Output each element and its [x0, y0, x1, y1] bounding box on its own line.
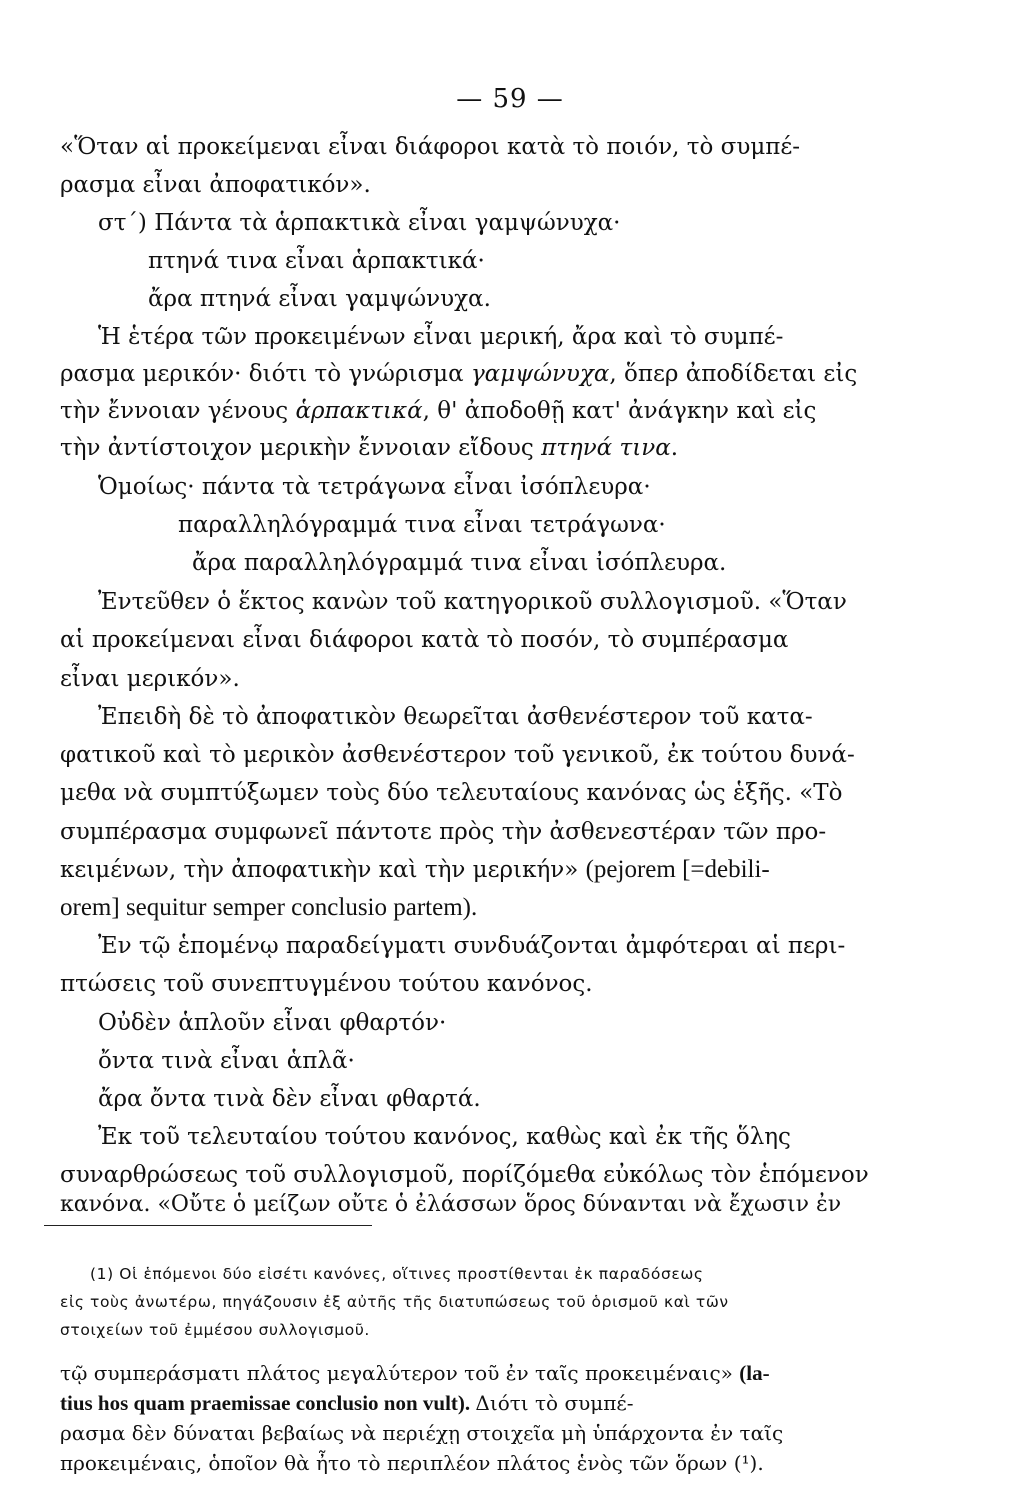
latin-text: (pejorem [=debili-: [585, 856, 770, 883]
latin-text: (la-: [739, 1361, 770, 1385]
italic-term: ἁρπακτικά: [295, 398, 423, 424]
text-line: πτώσεις τοῦ συνεπτυγμένου τούτου κανόνος.: [60, 971, 593, 997]
text-run: τὴν ἔννοιαν γένους: [60, 398, 296, 424]
text-line: Ὁμοίως· πάντα τὰ τετράγωνα εἶναι ἰσόπλευρα·: [98, 474, 651, 500]
text-line: Ἐπειδὴ δὲ τὸ ἀποφατικὸν θεωρεῖται ἀσθενέστερον τοῦ κατα-: [98, 704, 813, 730]
text-run: τὴν ἀντίστοιχον μερικὴν ἔννοιαν εἴδους: [60, 435, 542, 461]
text-line: φατικοῦ καὶ τὸ μερικὸν ἀσθενέστερον τοῦ γενικοῦ, ἐκ τούτου δυνά-: [60, 742, 855, 768]
text-line: ρασμα δὲν δύναται βεβαίως νὰ περιέχῃ στοιχεῖα μὴ ὑπάρχοντα ἐν ταῖς: [60, 1421, 784, 1445]
text-line: ἄρα ὄντα τινὰ δὲν εἶναι φθαρτά.: [98, 1086, 481, 1112]
text-line: συναρθρώσεως τοῦ συλλογισμοῦ, πορίζόμεθα εὐκόλως τὸν ἑπόμενον: [60, 1162, 869, 1188]
text-run: , θ' ἀποδοθῇ κατ' ἀνάγκην καὶ εἰς: [422, 398, 817, 424]
text-line: συμπέρασμα συμφωνεῖ πάντοτε πρὸς τὴν ἀσθενεστέραν τῶν προ-: [60, 819, 827, 845]
text-line: αἱ προκείμεναι εἶναι διάφοροι κατὰ τὸ ποσόν, τὸ συμπέρασμα: [60, 627, 789, 653]
text-line: «Ὅταν αἱ προκείμεναι εἶναι διάφοροι κατὰ τὸ ποιόν, τὸ συμπέ-: [60, 134, 801, 160]
text-line: Οὐδὲν ἁπλοῦν εἶναι φθαρτόν·: [98, 1010, 447, 1036]
text-line: προκειμέναις, ὁποῖον θὰ ἦτο τὸ περιπλέον πλάτος ἑνὸς τῶν ὅρων (¹).: [60, 1451, 764, 1475]
text-run: τῷ συμπεράσματι πλάτος μεγαλύτερον τοῦ ἐν ταῖς προκειμέναις»: [60, 1361, 740, 1385]
text-run: Διότι τὸ συμπέ-: [475, 1391, 634, 1415]
footnote-line: εἰς τοὺς ἀνωτέρω, πηγάζουσιν ἐξ αὐτῆς τῆς διατυπώσεως τοῦ ὁρισμοῦ καὶ τῶν: [60, 1293, 729, 1311]
text-run: ρασμα μερικόν· διότι τὸ γνώρισμα: [60, 361, 471, 387]
text-line: ὄντα τινὰ εἶναι ἁπλᾶ·: [98, 1048, 355, 1074]
italic-term: πτηνά τινα: [541, 435, 671, 461]
latin-text: tius hos quam praemissae conclusio non vult).: [60, 1391, 476, 1415]
text-line: στ΄) Πάντα τὰ ἁρπακτικὰ εἶναι γαμψώνυχα·: [98, 210, 621, 236]
text-line: Ἐκ τοῦ τελευταίου τούτου κανόνος, καθὼς καὶ ἐκ τῆς ὅλης: [98, 1124, 791, 1150]
text-run: , ὅπερ ἀποδίδεται εἰς: [609, 361, 858, 387]
text-line: [60, 853, 880, 887]
text-line: Ἐν τῷ ἑπομένῳ παραδείγματι συνδυάζονται ἀμφότεραι αἱ περι-: [98, 933, 846, 959]
text-run: .: [670, 435, 679, 461]
text-line: Ἡ ἑτέρα τῶν προκειμένων εἶναι μερική, ἄρα καὶ τὸ συμπέ-: [98, 324, 784, 350]
text-line: παραλληλόγραμμά τινα εἶναι τετράγωνα·: [178, 512, 666, 538]
text-line: [60, 1390, 880, 1416]
text-line: [60, 431, 880, 465]
text-line: Ἐντεῦθεν ὁ ἕκτος κανὼν τοῦ κατηγορικοῦ συλλογισμοῦ. «Ὅταν: [98, 589, 847, 615]
text-line: κανόνα. «Οὔτε ὁ μείζων οὔτε ὁ ἐλάσσων ὅρος δύνανται νὰ ἔχωσιν ἐν: [60, 1192, 842, 1217]
footnote-line: (1) Οἱ ἑπόμενοι δύο εἰσέτι κανόνες, οἵτινες προστίθενται ἐκ παραδόσεως: [90, 1265, 704, 1283]
text-line: μεθα νὰ συμπτύξωμεν τοὺς δύο τελευταίους κανόνας ὡς ἑξῆς. «Τὸ: [60, 780, 843, 806]
page-number: — 59 —: [456, 84, 564, 114]
text-line: [60, 394, 880, 428]
text-line: ἄρα πτηνά εἶναι γαμψώνυχα.: [148, 286, 491, 312]
text-line: [60, 357, 880, 391]
text-run: κειμένων, τὴν ἀποφατικὴν καὶ τὴν μερικήν»: [60, 857, 586, 883]
text-line: εἶναι μερικόν».: [60, 666, 240, 692]
text-line: orem] sequitur semper conclusio partem).: [60, 894, 478, 921]
italic-term: γαμψώνυχα: [470, 361, 610, 387]
footnote-line: στοιχείων τοῦ ἐμμέσου συλλογισμοῦ.: [60, 1321, 370, 1339]
text-line: ρασμα εἶναι ἀποφατικόν».: [60, 172, 371, 198]
text-line: ἄρα παραλληλόγραμμά τινα εἶναι ἰσόπλευρα.: [192, 550, 727, 576]
text-line: πτηνά τινα εἶναι ἁρπακτικά·: [148, 248, 485, 274]
footnote-rule: [44, 1225, 372, 1226]
text-line: [60, 1360, 880, 1386]
